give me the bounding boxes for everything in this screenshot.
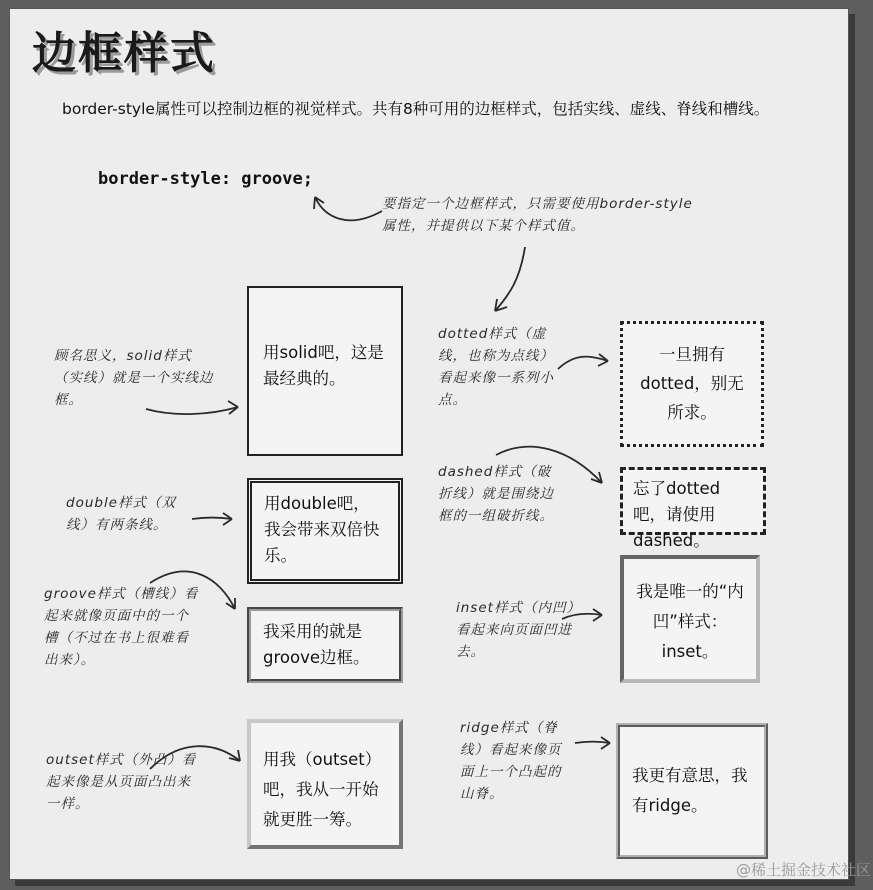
box-dashed: 忘了dotted吧，请使用dashed。 bbox=[620, 467, 766, 535]
box-double: 用double吧，我会带来双倍快乐。 bbox=[247, 478, 403, 584]
page-title: 边框样式 bbox=[32, 28, 216, 79]
note-ridge: ridge样式（脊线）看起来像页面上一个凸起的山脊。 bbox=[460, 720, 562, 802]
note-solid: 顾名思义，solid样式（实线）就是一个实线边框。 bbox=[54, 348, 214, 408]
box-outset: 用我（outset）吧，我从一开始就更胜一筹。 bbox=[247, 719, 403, 849]
arrow-ridge bbox=[575, 737, 610, 749]
box-groove: 我采用的就是groove边框。 bbox=[247, 607, 403, 683]
arrow-specify-to-dotted bbox=[495, 247, 525, 311]
arrow-specify-to-code bbox=[314, 197, 382, 220]
arrow-dotted bbox=[558, 354, 608, 369]
note-specify: 要指定一个边框样式，只需要使用border-style属性，并提供以下某个样式值。 bbox=[382, 196, 693, 234]
box-ridge: 我更有意思，我有ridge。 bbox=[616, 723, 768, 859]
watermark: @稀土掘金技术社区 bbox=[735, 861, 871, 879]
note-dashed: dashed样式（破折线）就是围绕边框的一组破折线。 bbox=[438, 464, 554, 524]
code-example: border-style: groove; bbox=[98, 169, 313, 189]
box-inset: 我是唯一的“内凹”样式：inset。 bbox=[620, 555, 760, 683]
note-groove: groove样式（槽线）看起来就像页面中的一个槽（不过在书上很难看出来）。 bbox=[44, 586, 199, 668]
box-solid: 用solid吧，这是最经典的。 bbox=[247, 286, 403, 456]
note-inset: inset样式（内凹）看起来向页面凹进去。 bbox=[456, 600, 575, 660]
intro-text: border-style属性可以控制边框的视觉样式。共有8种可用的边框样式，包括实线、虚线、脊线和槽线。 bbox=[62, 100, 770, 118]
box-dotted: 一旦拥有dotted，别无所求。 bbox=[620, 321, 764, 447]
arrow-double bbox=[192, 513, 232, 525]
note-dotted: dotted样式（虚线，也称为点线）看起来像一系列小点。 bbox=[438, 326, 554, 408]
note-outset: outset样式（外凸）看起来像是从页面凸出来一样。 bbox=[46, 752, 197, 812]
page bbox=[9, 8, 849, 880]
note-double: double样式（双线）有两条线。 bbox=[66, 495, 177, 533]
